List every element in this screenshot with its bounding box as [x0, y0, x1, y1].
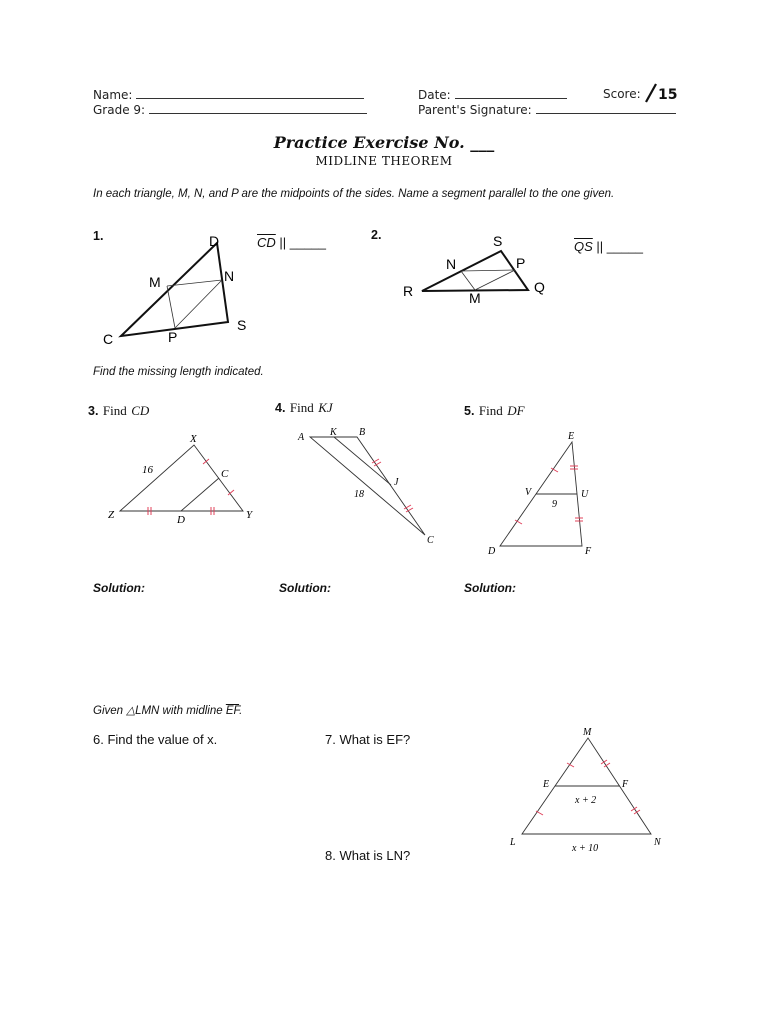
problem-5-prompt: Find — [478, 403, 503, 418]
triangle-5-side-label: 9 — [552, 499, 557, 510]
name-blank[interactable] — [136, 87, 364, 99]
problem-3-solution-label: Solution: — [93, 581, 145, 595]
triangle-4-label-a: A — [298, 432, 305, 443]
given-end: . — [239, 705, 243, 717]
triangle-1-midsegment-mp — [167, 286, 175, 328]
name-field[interactable] — [93, 87, 364, 102]
triangle-lmn-diagram — [505, 722, 675, 857]
given-text: Given △LMN with midline — [93, 705, 223, 717]
grade-label: Grade 9: — [93, 103, 146, 117]
triangle-5-label-v: V — [525, 487, 532, 498]
problem-4-solution-label: Solution: — [279, 581, 331, 595]
problem-3-prompt: Find — [102, 403, 127, 418]
triangle-4-label-b: B — [359, 427, 366, 438]
triangle-lmn-label-n: N — [654, 837, 661, 848]
problem-4-heading — [275, 399, 333, 417]
page-title: Practice Exercise No. ___ — [273, 133, 495, 152]
score-field — [603, 87, 641, 101]
triangle-5-label-f: F — [585, 546, 592, 557]
triangle-4-label-c: C — [427, 535, 434, 546]
triangle-1-label-c: C — [103, 331, 114, 347]
problem-1-blank: || _____ — [279, 235, 326, 250]
instructions-parallel: In each triangle, M, N, and P are the midpoints of the sides. Name a segment parallel to the one given. — [93, 188, 615, 200]
triangle-4-side-label: 18 — [354, 489, 364, 500]
problem-2-number: 2. — [371, 228, 382, 242]
parent-signature-label: Parent's Signature: — [418, 103, 532, 117]
triangle-1-label-s: S — [237, 317, 247, 333]
triangle-3-label-d: D — [177, 514, 185, 526]
triangle-5-label-e: E — [568, 431, 575, 442]
score-label: Score: — [603, 87, 641, 101]
triangle-lmn-base-label: x + 10 — [572, 843, 599, 854]
triangle-2-label-s: S — [493, 233, 503, 249]
triangle-1-label-m: M — [149, 274, 161, 290]
triangle-1-label-d: D — [209, 233, 220, 249]
triangle-2-midsegment-np — [461, 270, 515, 271]
problem-3-number: 3. — [88, 404, 99, 418]
triangle-4-label-k: K — [330, 427, 337, 438]
triangle-4-label-j: J — [394, 477, 399, 488]
grade-field[interactable] — [93, 102, 367, 117]
question-6: 6. Find the value of x. — [93, 732, 218, 747]
problem-4-target: KJ — [318, 400, 333, 415]
triangle-2-label-m: M — [469, 290, 481, 306]
triangle-2-midsegment-pm — [475, 270, 515, 290]
name-label: Name: — [93, 88, 133, 102]
date-label: Date: — [418, 88, 451, 102]
triangle-lmn-midline-label: x + 2 — [575, 795, 597, 806]
triangle-1-outline — [121, 243, 228, 336]
triangle-5-diagram — [480, 426, 600, 561]
triangle-3-label-y: Y — [246, 509, 253, 521]
given-statement — [93, 703, 242, 717]
triangle-3-diagram — [105, 430, 265, 530]
triangle-3-label-c: C — [221, 468, 229, 480]
triangle-2-diagram — [400, 232, 560, 312]
problem-4-prompt: Find — [289, 400, 314, 415]
question-7: 7. What is EF? — [325, 732, 411, 747]
triangle-lmn-label-m: M — [583, 727, 592, 738]
triangle-5-label-d: D — [488, 546, 496, 557]
problem-1-number: 1. — [93, 229, 104, 243]
problem-2-blank: || _____ — [596, 239, 643, 254]
question-8: 8. What is LN? — [325, 848, 411, 863]
problem-1-answer[interactable] — [257, 235, 326, 250]
triangle-1-midsegment-np — [175, 280, 222, 328]
problem-5-target: DF — [507, 403, 525, 418]
triangle-3-label-z: Z — [108, 509, 115, 521]
problem-3-target: CD — [131, 403, 150, 418]
grade-blank[interactable] — [149, 102, 367, 114]
triangle-3-label-x: X — [190, 433, 197, 445]
date-blank[interactable] — [455, 87, 567, 99]
problem-5-heading — [464, 402, 525, 420]
instructions-length: Find the missing length indicated. — [93, 366, 264, 378]
triangle-4-diagram — [292, 423, 452, 553]
parent-signature-field[interactable] — [418, 102, 676, 117]
triangle-2-midsegment-nm — [461, 271, 475, 290]
triangle-lmn-label-e: E — [543, 779, 550, 790]
page-subtitle: MIDLINE THEOREM — [315, 154, 453, 168]
problem-4-number: 4. — [275, 401, 286, 415]
triangle-2-label-p: P — [516, 255, 526, 271]
triangle-4-outline — [310, 437, 425, 535]
given-segment: $\overline{EF}$ — [225, 705, 240, 717]
triangle-2-label-q: Q — [534, 279, 545, 295]
problem-2-segment: $\overline{QS}$ — [574, 239, 593, 254]
problem-3-heading — [88, 402, 149, 420]
problem-5-solution-label: Solution: — [464, 581, 516, 595]
triangle-1-label-p: P — [168, 329, 178, 345]
problem-1-segment: $\overline{CD}$ — [257, 235, 276, 250]
date-field[interactable] — [418, 87, 567, 102]
triangle-1-label-n: N — [224, 268, 235, 284]
triangle-2-label-r: R — [403, 283, 414, 299]
triangle-3-side-label: 16 — [142, 464, 153, 476]
triangle-lmn-label-l: L — [510, 837, 516, 848]
score-slash-icon — [644, 82, 658, 104]
triangle-2-label-n: N — [446, 256, 457, 272]
triangle-5-label-u: U — [581, 489, 589, 500]
problem-5-number: 5. — [464, 404, 475, 418]
triangle-3-midsegment — [181, 478, 219, 511]
triangle-1-diagram — [95, 230, 265, 350]
triangle-lmn-label-f: F — [622, 779, 629, 790]
score-total: 15 — [658, 87, 678, 103]
problem-2-answer[interactable] — [574, 239, 643, 254]
